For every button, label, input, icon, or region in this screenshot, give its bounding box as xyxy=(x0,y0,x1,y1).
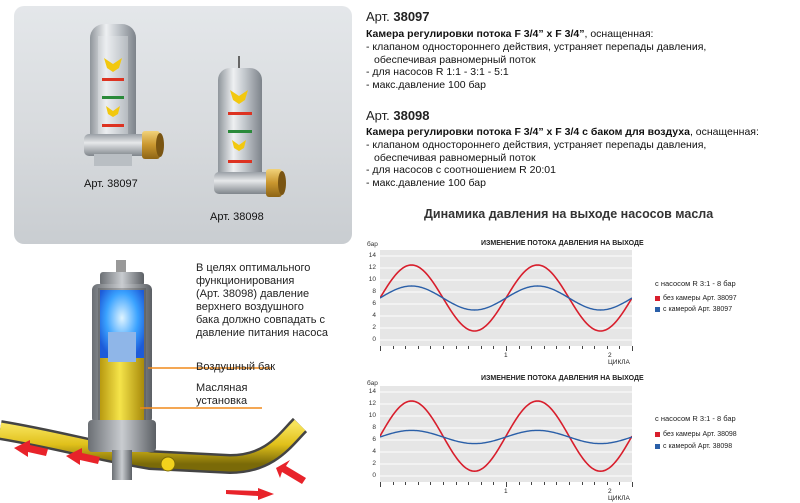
art-38098-heading: Арт. 38098 xyxy=(366,108,430,123)
x-tick-mark xyxy=(443,346,444,349)
air-pressure-note: В целях оптимального функционирования (Арт. 38098) давление верхнего воздушного бака должно совпадать с давление питания насоса xyxy=(196,262,328,339)
x-tick-mark xyxy=(468,482,469,485)
oil-unit-label: Масляная установка xyxy=(196,382,248,407)
x-tick-label: 2 ЦИКЛА xyxy=(608,352,630,366)
chart-1-title: ИЗМЕНЕНИЕ ПОТОКА ДАВЛЕНИЯ НА ВЫХОДЕ xyxy=(481,240,644,247)
chart-2-legend-red: без камеры Арт. 38098 xyxy=(655,431,737,438)
x-tick-mark xyxy=(607,346,608,349)
x-tick-mark xyxy=(380,346,381,351)
product-38098-image xyxy=(214,56,286,197)
chart-2-svg xyxy=(380,386,632,482)
y-tick-label: 2 xyxy=(372,460,376,467)
chart-2-legend-blue: с камерой Арт. 38098 xyxy=(655,443,732,450)
y-tick-label: 14 xyxy=(368,252,376,259)
x-tick-mark xyxy=(393,482,394,485)
x-tick-mark xyxy=(493,482,494,485)
x-tick-mark xyxy=(519,482,520,485)
x-tick-mark xyxy=(393,346,394,349)
x-tick-mark xyxy=(556,346,557,349)
x-tick-label: 1 xyxy=(504,352,508,359)
product-illustrations xyxy=(14,6,352,244)
x-tick-mark xyxy=(632,482,633,487)
x-tick-label: 2 ЦИКЛА xyxy=(608,488,630,502)
spec-38097-line: - для насосов R 1:1 - 3:1 - 5:1 xyxy=(366,66,509,78)
y-tick-label: 8 xyxy=(372,424,376,431)
x-tick-mark xyxy=(456,482,457,485)
y-tick-label: 6 xyxy=(372,300,376,307)
y-tick-label: 0 xyxy=(372,472,376,479)
x-tick-mark xyxy=(456,346,457,349)
chart-1-plot-area xyxy=(380,250,632,346)
chart-1-legend-heading: с насосом R 3:1 - 8 бар xyxy=(655,279,736,288)
x-tick-mark xyxy=(531,346,532,349)
x-tick-mark xyxy=(569,482,570,485)
x-tick-mark xyxy=(430,346,431,349)
air-tank-label: Воздушный бак xyxy=(196,361,276,373)
x-tick-mark xyxy=(619,482,620,485)
x-tick-mark xyxy=(481,346,482,349)
chart-2-title: ИЗМЕНЕНИЕ ПОТОКА ДАВЛЕНИЯ НА ВЫХОДЕ xyxy=(481,375,644,382)
spec-38097-line: - макс.давление 100 бар xyxy=(366,78,486,91)
x-tick-mark xyxy=(607,482,608,485)
x-tick-mark xyxy=(582,482,583,485)
x-tick-mark xyxy=(632,346,633,351)
caption-38097: Арт. 38097 xyxy=(84,178,138,190)
spec-38098-line: - для насосов с соотношением R 20:01 xyxy=(366,164,556,176)
art-38097-number: 38097 xyxy=(393,9,430,24)
legend-swatch-blue xyxy=(655,307,660,312)
x-tick-mark xyxy=(443,482,444,485)
x-tick-mark xyxy=(531,482,532,485)
x-tick-mark xyxy=(405,482,406,485)
spec-38098-list xyxy=(366,139,706,189)
y-tick-label: 2 xyxy=(372,324,376,331)
x-tick-mark xyxy=(582,346,583,349)
x-tick-label: 1 xyxy=(504,488,508,495)
chart-1-legend-red: без камеры Арт. 38097 xyxy=(655,295,737,302)
x-tick-mark xyxy=(506,346,507,351)
y-tick-label: 12 xyxy=(368,400,376,407)
product-38097-image xyxy=(84,24,164,166)
chart-2-plot-area xyxy=(380,386,632,482)
y-tick-label: 14 xyxy=(368,388,376,395)
x-tick-mark xyxy=(519,346,520,349)
series-with-chamber-line xyxy=(380,286,632,310)
spec-38097-line: - клапаном одностороннего действия, устраняет перепады давления, xyxy=(366,41,707,53)
y-tick-label: 10 xyxy=(368,276,376,283)
art-38097-heading: Арт. 38097 xyxy=(366,9,430,24)
legend-swatch-blue xyxy=(655,444,660,449)
legend-swatch-red xyxy=(655,296,660,301)
chart-1-svg xyxy=(380,250,632,346)
spec-38097-list xyxy=(366,41,706,91)
chart-1-ylabel: бар xyxy=(367,241,378,248)
x-tick-mark xyxy=(556,482,557,485)
caption-38098: Арт. 38098 xyxy=(210,211,264,223)
x-tick-mark xyxy=(544,482,545,485)
y-tick-label: 4 xyxy=(372,448,376,455)
spec-38098-line: - клапаном одностороннего действия, устраняет перепады давления, xyxy=(366,139,707,151)
x-tick-mark xyxy=(493,346,494,349)
spec-38098-title: Камера регулировки потока F 3/4” x F 3/4 с баком для воздуха, оснащенная: xyxy=(366,126,759,138)
spec-38097-title: Камера регулировки потока F 3/4” x F 3/4”, оснащенная: xyxy=(366,28,654,40)
dynamics-title: Динамика давления на выходе насосов масла xyxy=(424,207,714,221)
x-tick-mark xyxy=(405,346,406,349)
x-tick-mark xyxy=(418,346,419,349)
x-tick-mark xyxy=(481,482,482,485)
x-tick-mark xyxy=(594,346,595,349)
x-tick-mark xyxy=(468,346,469,349)
series-without-chamber-line xyxy=(380,401,632,471)
x-tick-mark xyxy=(594,482,595,485)
x-tick-mark xyxy=(380,482,381,487)
spec-38097-line: обеспечивая равномерный поток xyxy=(374,53,536,66)
x-tick-mark xyxy=(430,482,431,485)
x-tick-mark xyxy=(506,482,507,487)
y-tick-label: 12 xyxy=(368,264,376,271)
y-tick-label: 6 xyxy=(372,436,376,443)
x-tick-mark xyxy=(418,482,419,485)
spec-38098-line: обеспечивая равномерный поток xyxy=(374,151,536,164)
y-tick-label: 4 xyxy=(372,312,376,319)
y-tick-label: 0 xyxy=(372,336,376,343)
spec-38098-line: - макс.давление 100 бар xyxy=(366,176,486,189)
y-tick-label: 8 xyxy=(372,288,376,295)
art-38098-number: 38098 xyxy=(393,108,430,123)
series-with-chamber-line xyxy=(380,430,632,443)
x-tick-mark xyxy=(569,346,570,349)
chart-2-ylabel: бар xyxy=(367,380,378,387)
chart-1-legend-blue: с камерой Арт. 38097 xyxy=(655,306,732,313)
chart-2-legend-heading: с насосом R 3:1 - 8 бар xyxy=(655,414,736,423)
x-tick-mark xyxy=(619,346,620,349)
y-tick-label: 10 xyxy=(368,412,376,419)
legend-swatch-red xyxy=(655,432,660,437)
x-tick-mark xyxy=(544,346,545,349)
product-photo-panel xyxy=(14,6,352,244)
